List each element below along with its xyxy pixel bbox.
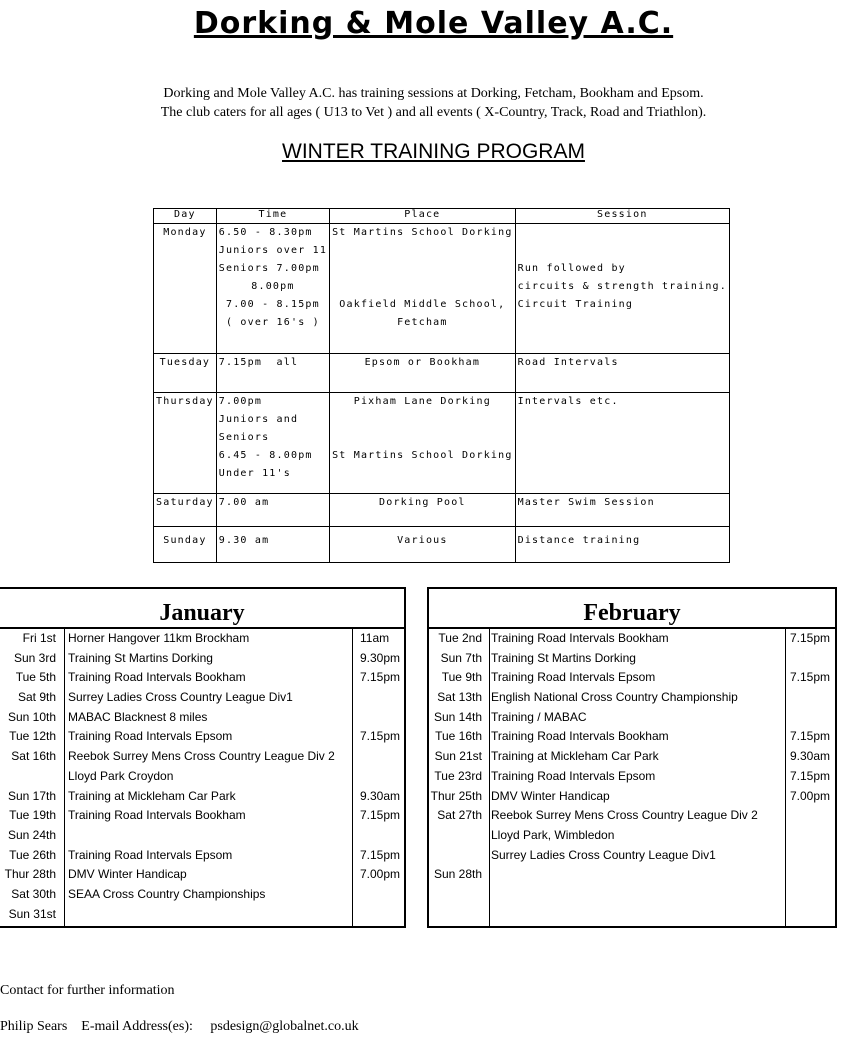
session-cell: [515, 354, 729, 393]
calendar-row: [0, 787, 404, 807]
calendar-row: [429, 806, 835, 826]
event-name: MABAC Blacknest 8 miles: [68, 709, 208, 724]
event-date: Tue 5th: [15, 670, 56, 685]
session-cell: [515, 527, 729, 563]
time-cell: [216, 393, 329, 494]
event-date: Sat 30th: [11, 886, 56, 901]
calendar-row: [429, 846, 835, 866]
calendar-row: [429, 826, 835, 846]
event-name: Training Road Intervals Bookham: [68, 670, 246, 685]
session-line: Distance training: [517, 535, 641, 546]
day-cell: [154, 393, 217, 494]
contact-name: Philip Sears: [0, 1019, 68, 1034]
event-date: Sat 13th: [437, 690, 482, 705]
time-line: Juniors and: [218, 414, 299, 425]
time-cell: [216, 354, 329, 393]
january-title: January: [0, 589, 404, 629]
time-line: 7.00 am: [218, 497, 270, 508]
event-time: 11am: [360, 631, 390, 645]
event-date: Fri 1st: [22, 631, 56, 645]
place-line: Various: [397, 535, 448, 546]
header-session: Session: [515, 209, 729, 224]
event-date: Tue 9th: [441, 670, 482, 685]
event-date: Sun 10th: [7, 709, 56, 724]
event-date: Sat 9th: [17, 690, 56, 705]
event-name: SEAA Cross Country Championships: [68, 886, 266, 901]
time-line: 8.00pm: [251, 281, 295, 292]
day-cell: [154, 527, 217, 563]
january-rows: [0, 629, 404, 924]
event-date: Tue 12th: [9, 729, 56, 744]
event-name: DMV Winter Handicap: [491, 788, 610, 803]
place-cell: [330, 224, 516, 354]
event-name: Training Road Intervals Bookham: [68, 808, 246, 823]
place-line: Pixham Lane Dorking: [353, 396, 491, 407]
event-name: Surrey Ladies Cross Country League Div1: [68, 690, 293, 705]
event-name: Reebok Surrey Mens Cross Country League Div 2: [68, 749, 335, 764]
event-time: 7.15pm: [360, 729, 401, 744]
session-line: Master Swim Session: [517, 497, 655, 508]
header-time: Time: [216, 209, 329, 224]
event-name: Training at Mickleham Car Park: [68, 788, 236, 803]
event-time: 7.15pm: [790, 631, 831, 645]
time-line: 6.50 - 8.30pm: [218, 227, 313, 238]
session-line: Run followed by: [517, 263, 626, 274]
event-date: Sun 17th: [7, 788, 56, 803]
calendar-row: [0, 747, 404, 767]
event-date: Tue 19th: [9, 808, 56, 823]
event-date: Sun 24th: [7, 827, 56, 842]
email-link[interactable]: psdesign@globalnet.co.uk: [210, 1019, 359, 1034]
calendar-row: [0, 865, 404, 885]
session-line: circuits & strength training.: [517, 281, 727, 292]
session-line: Intervals etc.: [517, 396, 619, 407]
event-name: Training Road Intervals Bookham: [491, 631, 669, 645]
day-cell: [154, 224, 217, 354]
time-line: 6.45 - 8.00pm: [218, 450, 313, 461]
place-line: Dorking Pool: [379, 497, 466, 508]
event-time: 7.15pm: [360, 808, 401, 823]
intro-line-1: Dorking and Mole Valley A.C. has training sessions at Dorking, Fetcham, Bookham and Epsom.: [163, 86, 704, 101]
calendar-row: [0, 668, 404, 688]
training-header-row: [154, 209, 730, 224]
january-calendar: [0, 587, 406, 928]
calendar-row: [0, 708, 404, 728]
event-date: Tue 26th: [9, 847, 56, 862]
day-label: Tuesday: [159, 357, 211, 368]
february-rows: [429, 629, 835, 885]
place-line: Oakfield Middle School,: [339, 299, 506, 310]
event-date: Tue 2nd: [438, 631, 482, 645]
event-name: Lloyd Park, Wimbledon: [491, 827, 615, 842]
calendar-row: [0, 767, 404, 787]
contact-text: Contact for further information: [0, 983, 175, 998]
calendar-row: [429, 708, 835, 728]
calendar-row: [429, 688, 835, 708]
event-name: Training St Martins Dorking: [68, 650, 213, 665]
event-name: Training Road Intervals Epsom: [491, 768, 656, 783]
event-name: Surrey Ladies Cross Country League Div1: [491, 847, 716, 862]
calendar-row: [429, 649, 835, 669]
session-line: Circuit Training: [517, 299, 634, 310]
time-line: Seniors 7.00pm: [218, 263, 320, 274]
event-name: Training at Mickleham Car Park: [491, 749, 659, 764]
event-date: Sun 14th: [433, 709, 482, 724]
calendar-row: [0, 826, 404, 846]
training-row-saturday: [154, 494, 730, 527]
event-date: Thur 28th: [4, 867, 56, 882]
event-time: 9.30am: [360, 788, 401, 803]
time-line: 7.00pm: [218, 396, 263, 407]
event-date: Sun 31st: [8, 906, 56, 921]
intro-line-2: The club caters for all ages ( U13 to Vet ) and all events ( X-Country, Track, Road and Triathlon).: [160, 105, 707, 120]
calendar-row: [0, 629, 404, 649]
event-name: Reebok Surrey Mens Cross Country League Div 2: [491, 808, 758, 823]
event-name: Training Road Intervals Epsom: [68, 729, 233, 744]
calendar-row: [429, 865, 835, 885]
time-line: Under 11's: [218, 468, 291, 479]
event-time: 7.15pm: [790, 768, 831, 783]
training-row-monday: [154, 224, 730, 354]
time-line: Seniors: [218, 432, 270, 443]
place-cell: [330, 393, 516, 494]
event-name: Training Road Intervals Epsom: [68, 847, 233, 862]
event-time: 7.15pm: [360, 670, 401, 685]
session-line: Road Intervals: [517, 357, 619, 368]
event-date: Tue 16th: [435, 729, 482, 744]
calendar-row: [429, 629, 835, 649]
calendar-row: [0, 846, 404, 866]
event-name: Training Road Intervals Epsom: [491, 670, 656, 685]
event-name: Lloyd Park Croydon: [68, 768, 174, 783]
day-cell: [154, 494, 217, 527]
event-time: 7.15pm: [360, 847, 401, 862]
time-line: ( over 16's ): [225, 317, 320, 328]
event-name: Training St Martins Dorking: [491, 650, 636, 665]
event-name: DMV Winter Handicap: [68, 867, 187, 882]
program-heading: WINTER TRAINING PROGRAM: [282, 140, 585, 163]
event-name: English National Cross Country Championship: [491, 690, 738, 705]
day-label: Sunday: [163, 535, 207, 546]
calendar-row: [429, 787, 835, 807]
day-cell: [154, 354, 217, 393]
event-name: Training / MABAC: [491, 709, 587, 724]
time-line: 7.15pm all: [218, 357, 299, 368]
day-label: Thursday: [156, 396, 214, 407]
event-time: 7.00pm: [790, 788, 831, 803]
time-line: 7.00 - 8.15pm: [225, 299, 320, 310]
email-label: E-mail Address(es):: [81, 1019, 193, 1034]
event-time: 9.30pm: [360, 650, 401, 665]
contact-line: [0, 1019, 359, 1035]
february-calendar: [427, 587, 837, 928]
february-title: February: [429, 589, 835, 629]
calendar-row: [0, 727, 404, 747]
time-line: Juniors over 11: [218, 245, 328, 256]
event-date: Sun 7th: [440, 650, 482, 665]
event-time: 7.00pm: [360, 867, 401, 882]
calendar-row: [429, 668, 835, 688]
session-cell: [515, 224, 729, 354]
session-cell: [515, 494, 729, 527]
event-date: Sat 16th: [11, 749, 56, 764]
calendar-row: [429, 767, 835, 787]
place-cell: [330, 354, 516, 393]
day-label: Monday: [163, 227, 207, 238]
calendar-row: [0, 649, 404, 669]
calendar-row: [0, 806, 404, 826]
event-time: 9.30am: [790, 749, 831, 764]
place-cell: [330, 494, 516, 527]
time-line: 9.30 am: [218, 535, 270, 546]
training-row-tuesday: [154, 354, 730, 393]
event-date: Sun 28th: [433, 867, 482, 882]
header-place: Place: [330, 209, 516, 224]
header-day: Day: [154, 209, 217, 224]
training-row-thursday: [154, 393, 730, 494]
event-time: 7.15pm: [790, 729, 831, 744]
time-cell: [216, 494, 329, 527]
training-table: [153, 208, 730, 563]
calendar-row: [0, 688, 404, 708]
time-cell: [216, 527, 329, 563]
calendar-row: [429, 727, 835, 747]
event-date: Tue 23rd: [434, 768, 482, 783]
calendar-row: [0, 905, 404, 925]
calendar-row: [429, 747, 835, 767]
place-cell: [330, 527, 516, 563]
place-line: Epsom or Bookham: [364, 357, 481, 368]
training-row-sunday: [154, 527, 730, 563]
calendar-row: [0, 885, 404, 905]
event-date: Sun 3rd: [13, 650, 56, 665]
place-line: Fetcham: [397, 317, 448, 328]
page-title: Dorking & Mole Valley A.C.: [193, 6, 674, 41]
place-line: St Martins School Dorking: [332, 227, 513, 238]
time-cell: [216, 224, 329, 354]
session-cell: [515, 393, 729, 494]
event-date: Thur 25th: [430, 788, 482, 803]
event-date: Sat 27th: [437, 808, 482, 823]
place-line: St Martins School Dorking: [332, 450, 513, 461]
event-name: Training Road Intervals Bookham: [491, 729, 669, 744]
intro-text: [0, 84, 867, 122]
event-date: Sun 21st: [434, 749, 482, 764]
event-name: Horner Hangover 11km Brockham: [68, 631, 250, 645]
event-time: 7.15pm: [790, 670, 831, 685]
day-label: Saturday: [156, 497, 214, 508]
